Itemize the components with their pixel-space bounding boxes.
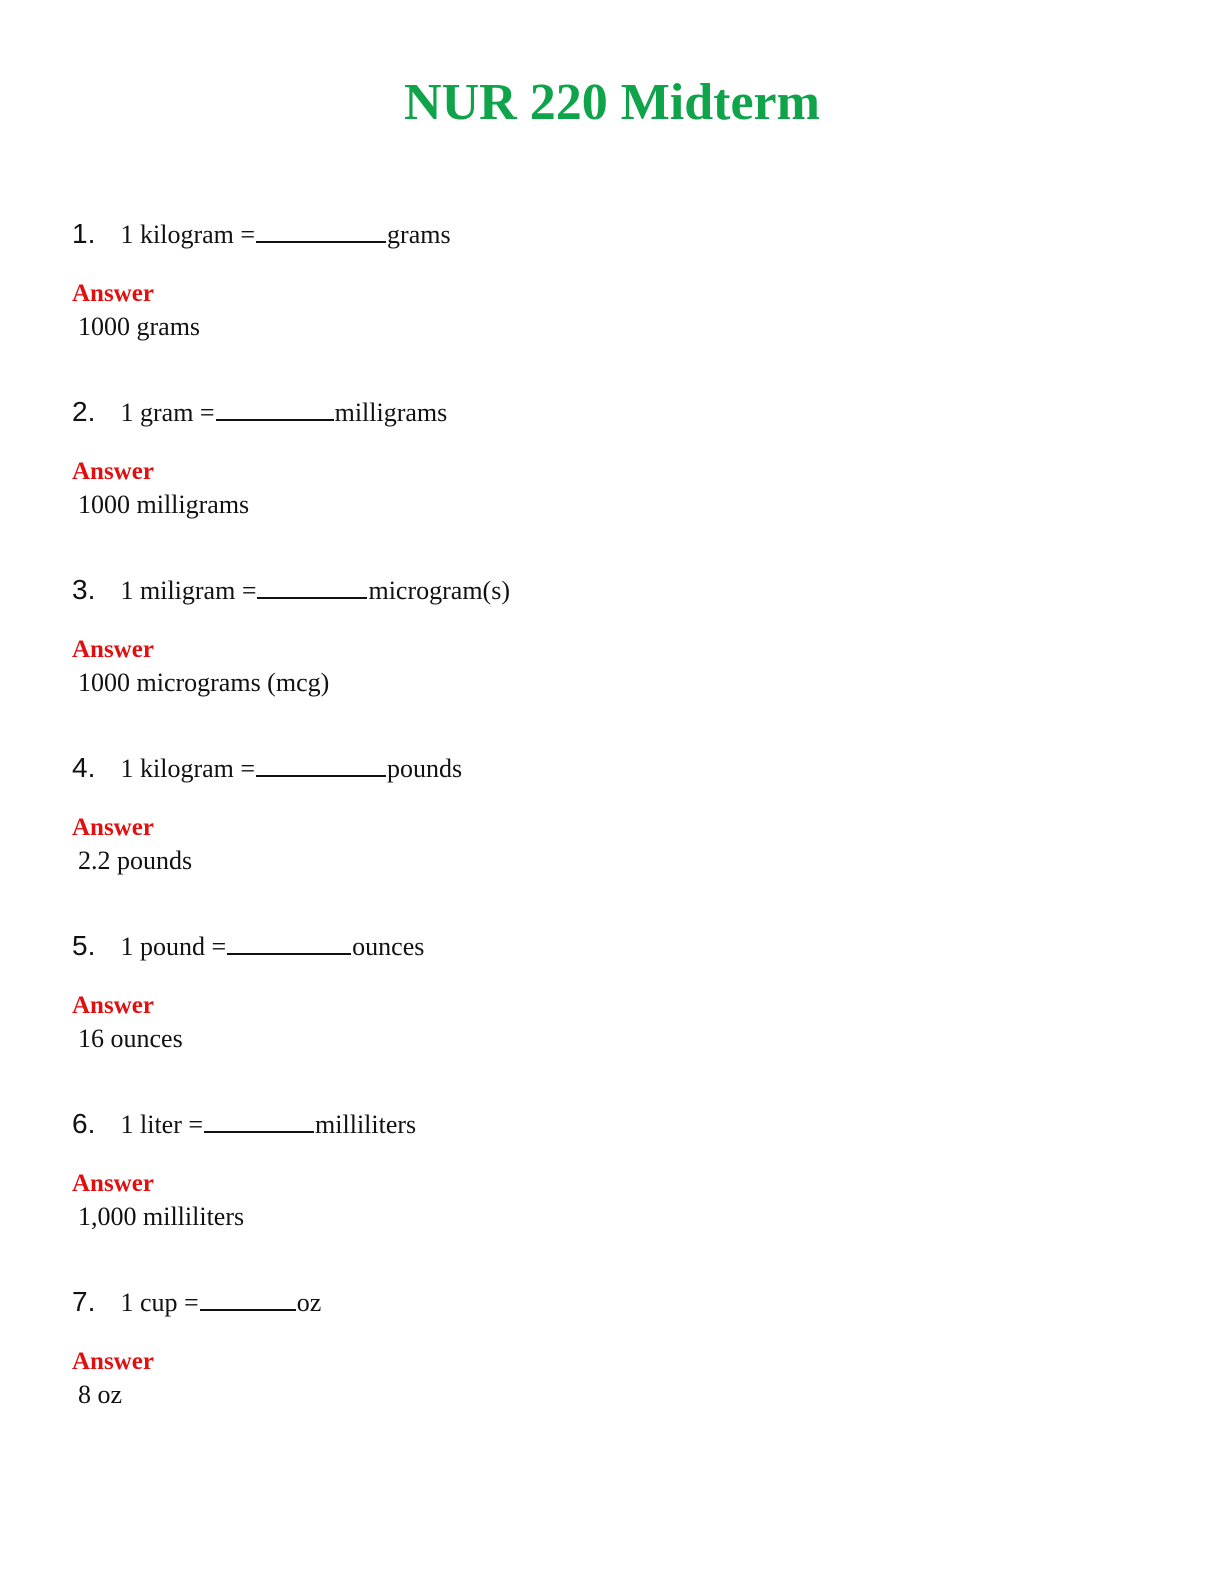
answer-text: 1000 milligrams [78, 490, 250, 519]
question-number: 4. [72, 752, 96, 783]
question-number: 5. [72, 930, 96, 961]
question-suffix: milligrams [334, 398, 448, 427]
question-suffix: oz [296, 1288, 322, 1317]
question-prefix: 1 miligram = [120, 576, 257, 605]
answer-blank [256, 241, 386, 243]
question-block-4 [72, 750, 1152, 878]
question-6 [72, 1106, 1152, 1142]
question-block-1 [72, 216, 1152, 344]
question-5 [72, 928, 1152, 964]
question-number: 2. [72, 396, 96, 427]
question-7 [72, 1284, 1152, 1320]
answer-text: 1000 grams [78, 312, 201, 341]
question-1 [72, 216, 1152, 252]
question-suffix: microgram(s) [368, 576, 510, 605]
question-block-7 [72, 1284, 1152, 1412]
answer-text: 1,000 milliliters [78, 1202, 245, 1231]
answer-text: 1000 micrograms (mcg) [78, 668, 330, 697]
question-number: 7. [72, 1286, 96, 1317]
page-title: NUR 220 Midterm [404, 74, 820, 131]
question-prefix: 1 gram = [120, 398, 215, 427]
answer-label: Answer [72, 636, 154, 663]
question-suffix: ounces [352, 932, 425, 961]
answer-label: Answer [72, 992, 154, 1019]
answer-blank [257, 597, 367, 599]
answer-text: 8 oz [78, 1380, 123, 1409]
answer-blank [256, 775, 386, 777]
question-3 [72, 572, 1152, 608]
answer-blank [227, 953, 351, 955]
question-block-6 [72, 1106, 1152, 1234]
question-prefix: 1 kilogram = [120, 220, 256, 249]
answer-text: 16 ounces [78, 1024, 183, 1053]
question-number: 3. [72, 574, 96, 605]
question-4 [72, 750, 1152, 786]
question-block-2 [72, 394, 1152, 522]
answer-blank [216, 419, 334, 421]
question-prefix: 1 liter = [120, 1110, 204, 1139]
question-suffix: pounds [387, 754, 463, 783]
question-prefix: 1 kilogram = [120, 754, 256, 783]
answer-label: Answer [72, 458, 154, 485]
answer-text: 2.2 pounds [78, 846, 193, 875]
question-prefix: 1 pound = [120, 932, 227, 961]
answer-label: Answer [72, 814, 154, 841]
answer-label: Answer [72, 280, 154, 307]
question-prefix: 1 cup = [120, 1288, 199, 1317]
answer-blank [200, 1309, 296, 1311]
answer-label: Answer [72, 1170, 154, 1197]
answer-blank [204, 1131, 314, 1133]
question-2 [72, 394, 1152, 430]
question-block-5 [72, 928, 1152, 1056]
question-suffix: grams [387, 220, 451, 249]
question-number: 6. [72, 1108, 96, 1139]
answer-label: Answer [72, 1348, 154, 1375]
question-block-3 [72, 572, 1152, 700]
question-number: 1. [72, 218, 96, 249]
question-suffix: milliliters [315, 1110, 417, 1139]
